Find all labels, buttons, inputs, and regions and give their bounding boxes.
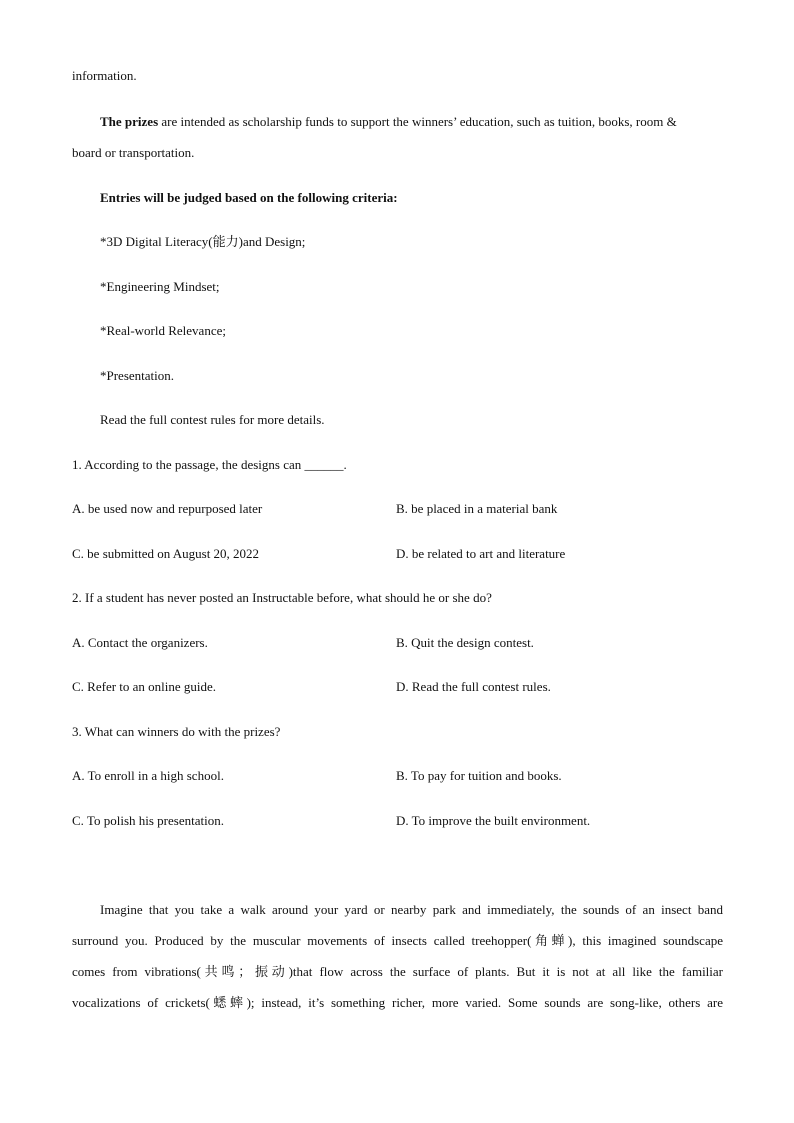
- criteria-item: *Engineering Mindset;: [100, 279, 220, 294]
- prizes-text: are intended as scholarship funds to support the winners’ education, such as tuition, books, room &: [158, 114, 677, 129]
- question-stem: 3. What can winners do with the prizes?: [72, 724, 281, 739]
- answer-option: B. Quit the design contest.: [396, 635, 534, 650]
- answer-option: B. To pay for tuition and books.: [396, 768, 562, 783]
- passage-continuation: information.: [72, 68, 137, 83]
- read-rules-note: Read the full contest rules for more details.: [100, 412, 325, 427]
- answer-option: C. Refer to an online guide.: [72, 679, 217, 694]
- passage-b-line: vocalizations of crickets(蟋蟀); instead, it’s something richer, more varied. Some sounds are song-like, others are: [72, 995, 723, 1010]
- passage-b-line: comes from vibrations(共鸣；振动)that flow across the surface of plants. But it is not at all like the familiar: [72, 964, 723, 979]
- answer-option: A. Contact the organizers.: [72, 635, 208, 650]
- question-stem: 2. If a student has never posted an Instructable before, what should he or she do?: [72, 590, 492, 605]
- passage-b-line: Imagine that you take a walk around your yard or nearby park and immediately, the sounds of an insect band: [100, 902, 723, 917]
- criteria-item: *Real-world Relevance;: [100, 323, 226, 338]
- passage-b-line: surround you. Produced by the muscular movements of insects called treehopper(角蝉), this imagined soundscape: [72, 933, 723, 948]
- answer-option: A. To enroll in a high school.: [72, 768, 224, 783]
- question-stem: 1. According to the passage, the designs can ______.: [72, 457, 347, 472]
- answer-option: D. To improve the built environment.: [396, 813, 591, 828]
- criteria-heading: Entries will be judged based on the following criteria:: [100, 190, 398, 205]
- answer-option: C. be submitted on August 20, 2022: [72, 546, 260, 561]
- prizes-paragraph: [100, 114, 677, 130]
- answer-option: A. be used now and repurposed later: [72, 501, 263, 516]
- answer-option: B. be placed in a material bank: [396, 501, 558, 516]
- criteria-item: *Presentation.: [100, 368, 175, 383]
- answer-option: C. To polish his presentation.: [72, 813, 224, 828]
- answer-option: D. be related to art and literature: [396, 546, 566, 561]
- prizes-paragraph-line2: board or transportation.: [72, 145, 195, 160]
- criteria-item: *3D Digital Literacy(能力)and Design;: [100, 234, 306, 249]
- prizes-lead: The prizes: [100, 114, 159, 129]
- answer-option: D. Read the full contest rules.: [396, 679, 551, 694]
